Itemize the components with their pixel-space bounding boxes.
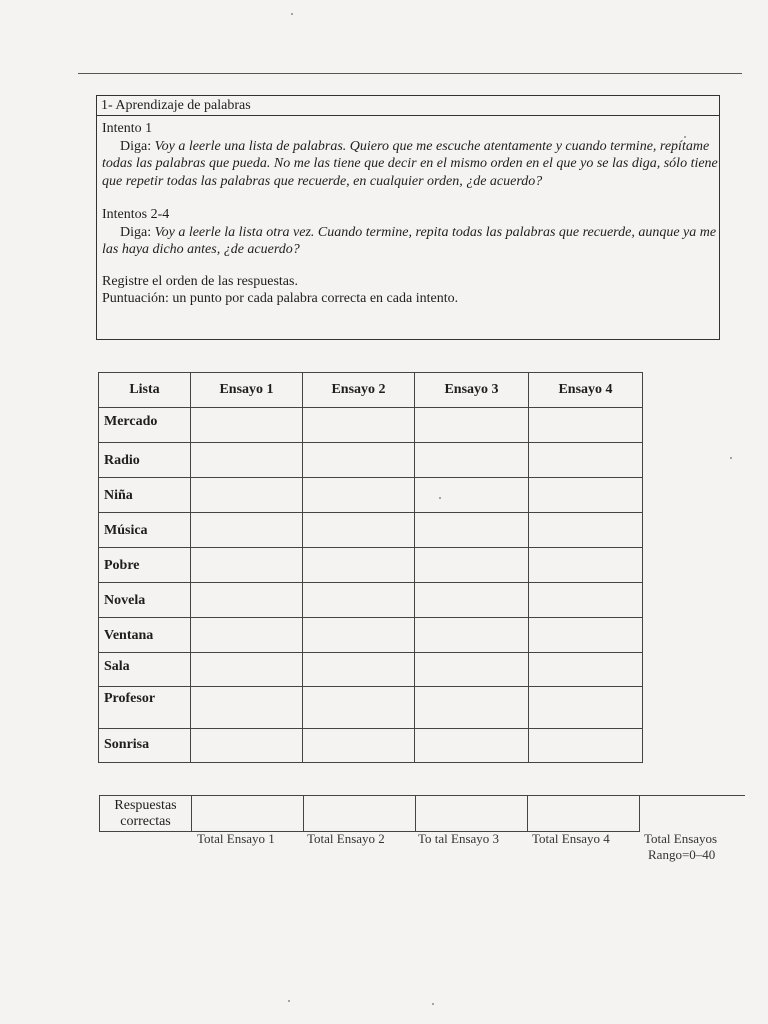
respuestas-line-1: Respuestas: [114, 797, 177, 813]
score-cell[interactable]: [303, 687, 415, 729]
score-cell[interactable]: [415, 583, 529, 618]
score-cell[interactable]: [529, 653, 643, 687]
score-cell[interactable]: [191, 408, 303, 443]
intentos-label: Intentos 2-4: [102, 207, 170, 222]
score-cell[interactable]: [529, 443, 643, 478]
score-cell[interactable]: [303, 548, 415, 583]
respuestas-correctas-label: [100, 796, 192, 832]
top-rule: [78, 73, 742, 74]
footer-total-ensayo-3: To tal Ensayo 3: [418, 831, 500, 846]
instructions-body: [97, 116, 719, 308]
score-cell[interactable]: [191, 618, 303, 653]
totals-row: [100, 796, 640, 832]
table-row: [99, 513, 643, 548]
intento1-instruction: [102, 138, 719, 191]
score-cell[interactable]: [529, 478, 643, 513]
score-cell[interactable]: [191, 548, 303, 583]
score-cell[interactable]: [415, 548, 529, 583]
diga-label-2: Diga:: [120, 224, 152, 240]
row-label: Radio: [99, 443, 191, 478]
score-cell[interactable]: [303, 729, 415, 763]
scan-speck: [432, 1003, 434, 1005]
score-cell[interactable]: [415, 513, 529, 548]
score-cell[interactable]: [303, 583, 415, 618]
score-cell[interactable]: [303, 618, 415, 653]
header-ensayo-2: Ensayo 2: [303, 373, 415, 408]
table-header-row: [99, 373, 643, 408]
score-cell[interactable]: [529, 618, 643, 653]
score-cell[interactable]: [191, 687, 303, 729]
row-label: Profesor: [99, 687, 191, 729]
table-row: [99, 729, 643, 763]
score-cell[interactable]: [529, 583, 643, 618]
section-heading: 1- Aprendizaje de palabras: [97, 96, 719, 116]
instructions-box: [96, 95, 720, 340]
total-cell-3[interactable]: [416, 796, 528, 832]
puntuacion-text: Puntuación: un punto por cada palabra correcta en cada intento.: [102, 291, 459, 306]
row-label: Pobre: [99, 548, 191, 583]
scan-speck: [730, 457, 732, 459]
score-cell[interactable]: [529, 408, 643, 443]
footer-total-ensayo-4: Total Ensayo 4: [532, 831, 610, 846]
score-cell[interactable]: [191, 478, 303, 513]
intento1-text: Voy a leerle una lista de palabras. Quiero que me escuche atentamente y cuando termine, repítame todas las palabras que pueda. No me las tiene que decir en el mismo orden en el que yo se las diga, sólo tiene que repetir todas las palabras que recuerde, en cualquier orden, ¿de acuerdo?: [102, 138, 718, 189]
score-cell[interactable]: [415, 687, 529, 729]
table-row: [99, 478, 643, 513]
scan-speck: [288, 1000, 290, 1002]
row-label: Ventana: [99, 618, 191, 653]
header-ensayo-4: Ensayo 4: [529, 373, 643, 408]
table-row: [99, 443, 643, 478]
total-cell-2[interactable]: [304, 796, 416, 832]
score-cell[interactable]: [303, 653, 415, 687]
footer-total-ensayo-1: Total Ensayo 1: [197, 831, 275, 846]
row-label: Mercado: [99, 408, 191, 443]
footer-rango: Rango=0–40: [648, 847, 716, 862]
score-cell[interactable]: [191, 513, 303, 548]
row-label: Sala: [99, 653, 191, 687]
table-row: [99, 687, 643, 729]
score-cell[interactable]: [191, 443, 303, 478]
score-cell[interactable]: [191, 583, 303, 618]
score-cell[interactable]: [191, 729, 303, 763]
header-lista: Lista: [99, 373, 191, 408]
header-ensayo-1: Ensayo 1: [191, 373, 303, 408]
score-cell[interactable]: [415, 408, 529, 443]
intento1-label: Intento 1: [102, 121, 153, 136]
score-cell[interactable]: [415, 653, 529, 687]
table-row: [99, 653, 643, 687]
row-label: Niña: [99, 478, 191, 513]
score-cell[interactable]: [529, 548, 643, 583]
table-row: [99, 583, 643, 618]
score-cell[interactable]: [191, 653, 303, 687]
score-cell[interactable]: [415, 443, 529, 478]
row-label: Sonrisa: [99, 729, 191, 763]
score-cell[interactable]: [529, 513, 643, 548]
intentos-instruction: [102, 224, 719, 259]
scan-speck: [684, 136, 686, 138]
score-cell[interactable]: [303, 513, 415, 548]
total-ensayos-rule: [640, 795, 745, 796]
diga-label: Diga:: [120, 138, 152, 154]
table-row: [99, 408, 643, 443]
footer-total-ensayos: Total Ensayos: [644, 831, 718, 846]
total-cell-4[interactable]: [528, 796, 640, 832]
respuestas-line-2: correctas: [120, 813, 171, 829]
score-cell[interactable]: [529, 729, 643, 763]
header-ensayo-3: Ensayo 3: [415, 373, 529, 408]
total-cell-1[interactable]: [192, 796, 304, 832]
row-label: Novela: [99, 583, 191, 618]
table-row: [99, 618, 643, 653]
score-cell[interactable]: [415, 478, 529, 513]
score-cell[interactable]: [303, 408, 415, 443]
scan-speck: [439, 497, 441, 499]
score-cell[interactable]: [303, 478, 415, 513]
registre-text: Registre el orden de las respuestas.: [102, 273, 298, 289]
totals-table: [99, 795, 640, 832]
scan-speck: [291, 13, 293, 15]
footer-total-ensayo-2: Total Ensayo 2: [307, 831, 385, 846]
word-list-table: [98, 372, 643, 763]
row-label: Música: [99, 513, 191, 548]
score-cell[interactable]: [529, 687, 643, 729]
table-row: [99, 548, 643, 583]
score-cell[interactable]: [303, 443, 415, 478]
score-cell[interactable]: [415, 729, 529, 763]
intentos-text: Voy a leerle la lista otra vez. Cuando termine, repita todas las palabras que recuerde, aunque ya me las haya dicho antes, ¿de acuerdo?: [102, 224, 717, 257]
score-cell[interactable]: [415, 618, 529, 653]
